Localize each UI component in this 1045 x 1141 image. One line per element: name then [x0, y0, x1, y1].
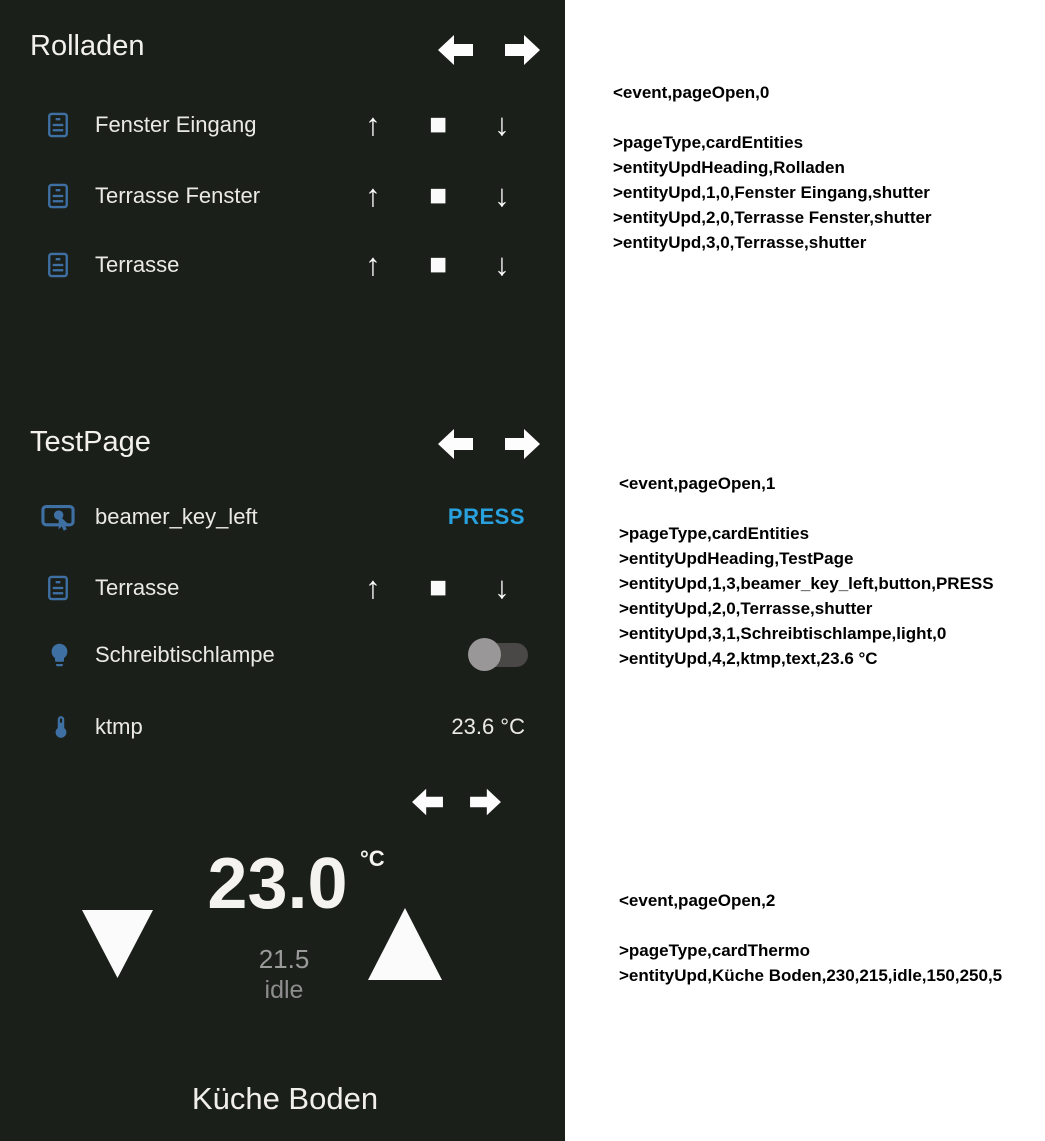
hvac-state: idle [264, 976, 304, 1004]
log-line: <event,pageOpen,2 [619, 891, 776, 910]
shutter-stop-button[interactable]: ■ [428, 248, 448, 281]
next-page-button[interactable] [505, 427, 540, 461]
entity-row [0, 560, 565, 616]
log-line: <event,pageOpen,0 [613, 83, 770, 102]
entity-label: Terrasse Fenster [95, 183, 261, 208]
thermostat-name: Küche Boden [191, 1081, 379, 1116]
shutter-down-button[interactable]: ↓ [494, 570, 510, 605]
shutter-stop-button[interactable]: ■ [428, 108, 448, 141]
log-block-pageopen-0 [613, 80, 932, 255]
log-line: >pageType,cardThermo [619, 941, 810, 960]
window-shutter-icon [44, 111, 72, 139]
page-title: TestPage [30, 426, 151, 458]
page-title: Rolladen [30, 30, 145, 62]
temp-down-button[interactable] [82, 910, 153, 978]
log-line: >entityUpd,4,2,ktmp,text,23.6 °C [619, 649, 878, 668]
triangle-down-icon [82, 910, 153, 978]
gesture-tap-button-icon [41, 502, 75, 532]
entity-label: Terrasse [95, 575, 180, 600]
log-line: >entityUpd,1,3,beamer_key_left,button,PRESS [619, 574, 994, 593]
thermometer-icon [48, 714, 74, 740]
window-shutter-icon [44, 574, 72, 602]
lightbulb-icon [46, 642, 73, 669]
arrow-left-icon [438, 427, 473, 461]
prev-page-button[interactable] [438, 427, 473, 461]
entity-label: beamer_key_left [95, 504, 258, 529]
next-page-button[interactable] [505, 33, 540, 67]
target-temperature: 21.5 [258, 944, 310, 974]
shutter-down-button[interactable]: ↓ [494, 107, 510, 142]
triangle-up-icon [368, 908, 442, 980]
shutter-up-button[interactable]: ↑ [365, 570, 381, 605]
arrow-right-icon [505, 33, 540, 67]
arrow-right-icon [470, 787, 501, 817]
temperature-unit: °C [360, 846, 385, 871]
log-line [619, 913, 1002, 938]
shutter-stop-button[interactable]: ■ [428, 571, 448, 604]
entity-row [0, 699, 565, 755]
window-shutter-icon [44, 182, 72, 210]
log-line [619, 496, 994, 521]
press-button[interactable]: PRESS [447, 504, 525, 529]
prev-page-button[interactable] [438, 33, 473, 67]
shutter-up-button[interactable]: ↑ [365, 178, 381, 213]
arrow-left-icon [412, 787, 443, 817]
entity-label: Terrasse [95, 252, 180, 277]
current-temperature: 23.0 [207, 844, 348, 924]
next-page-button[interactable] [470, 787, 501, 817]
temperature-value: 23.6 °C [451, 714, 525, 739]
log-line: >pageType,cardEntities [613, 133, 804, 152]
light-toggle[interactable] [471, 643, 528, 667]
log-line: >entityUpd,3,0,Terrasse,shutter [613, 233, 867, 252]
log-line: >entityUpd,Küche Boden,230,215,idle,150,250,5 [619, 966, 1003, 985]
entity-row [0, 627, 565, 683]
entity-label: ktmp [95, 714, 143, 739]
entity-row [0, 168, 565, 224]
shutter-up-button[interactable]: ↑ [365, 247, 381, 282]
shutter-down-button[interactable]: ↓ [494, 247, 510, 282]
entity-row [0, 97, 565, 153]
card-testpage [0, 410, 565, 760]
temp-up-button[interactable] [368, 908, 442, 980]
toggle-knob [468, 638, 501, 671]
log-line: >entityUpd,2,0,Terrasse,shutter [619, 599, 873, 618]
card-thermo [0, 760, 565, 1141]
prev-page-button[interactable] [412, 787, 443, 817]
entity-label: Schreibtischlampe [95, 642, 275, 667]
log-line: >entityUpd,3,1,Schreibtischlampe,light,0 [619, 624, 947, 643]
log-line: <event,pageOpen,1 [619, 474, 776, 493]
entity-row [0, 489, 565, 545]
shutter-down-button[interactable]: ↓ [494, 178, 510, 213]
log-line: >pageType,cardEntities [619, 524, 810, 543]
log-line: >entityUpdHeading,TestPage [619, 549, 854, 568]
log-line: >entityUpd,1,0,Fenster Eingang,shutter [613, 183, 930, 202]
log-line [613, 105, 932, 130]
log-line: >entityUpdHeading,Rolladen [613, 158, 845, 177]
log-line: >entityUpd,2,0,Terrasse Fenster,shutter [613, 208, 932, 227]
shutter-up-button[interactable]: ↑ [365, 107, 381, 142]
entity-row [0, 237, 565, 293]
entity-label: Fenster Eingang [95, 112, 257, 137]
arrow-left-icon [438, 33, 473, 67]
window-shutter-icon [44, 251, 72, 279]
log-block-pageopen-1 [619, 471, 994, 671]
log-block-pageopen-2 [619, 888, 1002, 988]
shutter-stop-button[interactable]: ■ [428, 179, 448, 212]
card-rolladen [0, 0, 565, 410]
arrow-right-icon [505, 427, 540, 461]
